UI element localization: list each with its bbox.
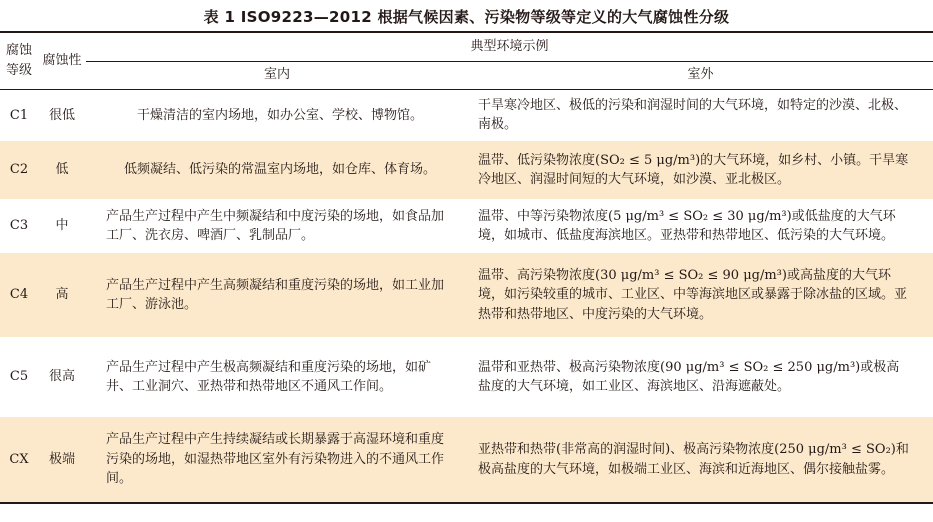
table-row [0,253,933,337]
row-indoor: 干燥清洁的室内场地，如办公室、学校、博物馆。 [136,107,423,123]
corrosivity-table [0,31,933,504]
row-code: CX [0,417,38,503]
row-level: 高 [38,253,86,337]
row-code: C3 [9,218,29,234]
header-category-label: 腐蚀等级 [5,42,32,78]
row-code: C2 [0,141,38,199]
header-row [0,32,933,61]
table-row [0,199,933,253]
row-level: 低 [38,141,86,199]
table-row [0,141,933,199]
row-level: 很低 [48,107,75,123]
row-indoor: 产品生产过程中产生极高频凝结和重度污染的场地，如矿井、工业洞穴、亚热带和热带地区不通风工作间。 [106,359,432,394]
header-category [0,32,38,89]
subheader-row [0,61,933,89]
row-code: C1 [9,107,29,123]
row-indoor: 产品生产过程中产生中频凝结和中度污染的场地，如食品加工厂、洗衣房、啤酒厂、乳制品厂。 [106,208,445,243]
row-level: 极端 [38,417,86,503]
row-outdoor: 温带、中等污染物浓度(5 μg/m³ ≤ SO₂ ≤ 30 μg/m³)或低盐度的大气环境，如城市、低盐度海滨地区。亚热带和热带地区、低污染的大气环境。 [478,208,896,243]
table-row [0,337,933,417]
row-level: 中 [55,218,69,234]
row-indoor: 产品生产过程中产生持续凝结或长期暴露于高湿环境和重度污染的场地，如湿热带地区室外有污染物进入的不通风工作间。 [86,417,468,503]
header-outdoor: 室外 [468,61,933,89]
row-code: C4 [0,253,38,337]
header-corrosivity: 腐蚀性 [38,32,86,89]
row-outdoor: 亚热带和热带(非常高的润湿时间)、极高污染物浓度(250 μg/m³ ≤ SO₂)和极高盐度的大气环境，如极端工业区、海滨和近海地区、偶尔接触盐雾。 [468,417,933,503]
table-title: 表 1 ISO9223—2012 根据气候因素、污染物等级等定义的大气腐蚀性分级 [203,8,730,26]
header-examples: 典型环境示例 [86,32,933,61]
row-outdoor: 温带、低污染物浓度(SO₂ ≤ 5 μg/m³)的大气环境，如乡村、小镇。干旱寒冷地区、润湿时间短的大气环境，如沙漠、亚北极区。 [468,141,933,199]
row-outdoor: 温带和亚热带、极高污染物浓度(90 μg/m³ ≤ SO₂ ≤ 250 μg/m³)或极高盐度的大气环境，如工业区、海滨地区、沿海遮蔽处。 [478,359,900,394]
table-row [0,89,933,141]
row-indoor: 产品生产过程中产生高频凝结和重度污染的场地，如工业加工厂、游泳池。 [86,253,468,337]
row-indoor: 低频凝结、低污染的常温室内场地，如仓库、体育场。 [86,141,468,199]
row-outdoor: 温带、高污染物浓度(30 μg/m³ ≤ SO₂ ≤ 90 μg/m³)或高盐度的大气环境，如污染较重的城市、工业区、中等海滨地区或暴露于除冰盐的区域。亚热带和热带地区、中度污染的大气环境。 [468,253,933,337]
row-outdoor: 干旱寒冷地区、极低的污染和润湿时间的大气环境，如特定的沙漠、北极、南极。 [478,97,908,133]
row-level: 很高 [48,369,75,385]
header-indoor: 室内 [86,61,468,89]
table-row [0,417,933,503]
row-code: C5 [9,369,29,385]
